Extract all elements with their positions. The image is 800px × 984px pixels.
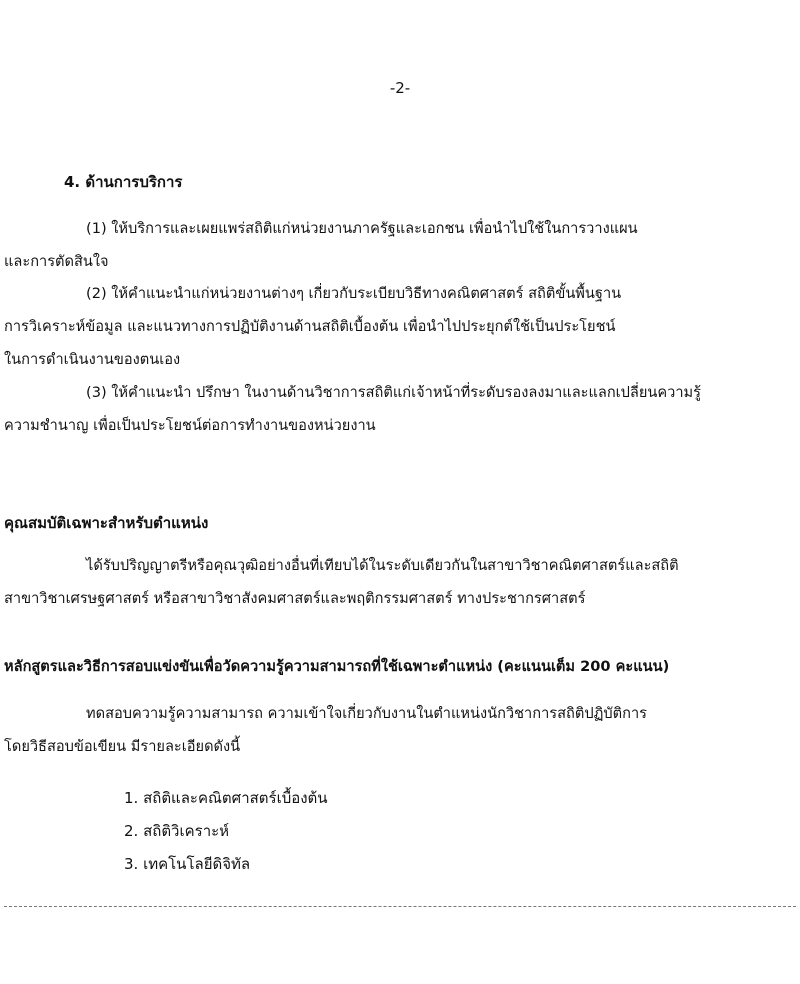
dashed-divider — [4, 906, 796, 907]
service-item-1 — [4, 212, 796, 278]
section-heading-qualifications: คุณสมบัติเฉพาะสำหรับตำแหน่ง — [4, 514, 209, 532]
section-heading-exam: หลักสูตรและวิธีการสอบแข่งขันเพื่อวัดความรู้ความสามารถที่ใช้เฉพาะตำแหน่ง (คะแนนเต็ม 200 คะแนน) — [4, 658, 670, 675]
service-item-2-line-3: ในการดำเนินงานของตนเอง — [4, 351, 181, 368]
service-item-1-line-1: (1) ให้บริการและเผยแพร่สถิติแก่หน่วยงานภาครัฐและเอกชน เพื่อนำไปใช้ในการวางแผน — [86, 220, 638, 237]
qualifications-line-2: สาขาวิชาเศรษฐศาสตร์ หรือสาขาวิชาสังคมศาสตร์และพฤติกรรมศาสตร์ ทางประชากรศาสตร์ — [4, 590, 586, 607]
exam-subject-2: 2. สถิติวิเคราะห์ — [124, 822, 230, 840]
exam-subject-1: 1. สถิติและคณิตศาสตร์เบื้องต้น — [124, 789, 328, 807]
service-item-3-line-2: ความชำนาญ เพื่อเป็นประโยชน์ต่อการทำงานของหน่วยงาน — [4, 417, 376, 434]
service-item-2 — [4, 277, 796, 376]
exam-subject-list — [124, 782, 328, 881]
qualifications-paragraph — [4, 549, 796, 615]
exam-line-2: โดยวิธีสอบข้อเขียน มีรายละเอียดดังนี้ — [4, 738, 241, 755]
page-number: -2- — [389, 79, 411, 97]
service-item-2-line-2: การวิเคราะห์ข้อมูล และแนวทางการปฏิบัติงานด้านสถิติเบื้องต้น เพื่อนำไปประยุกต์ใช้เป็นประโยชน์ — [4, 318, 616, 335]
service-item-2-line-1: (2) ให้คำแนะนำแก่หน่วยงานต่างๆ เกี่ยวกับระเบียบวิธีทางคณิตศาสตร์ สถิติขั้นพื้นฐาน — [86, 285, 622, 302]
service-item-1-line-2: และการตัดสินใจ — [4, 253, 109, 270]
exam-subject-3: 3. เทคโนโลยีดิจิทัล — [124, 855, 251, 873]
exam-line-1: ทดสอบความรู้ความสามารถ ความเข้าใจเกี่ยวกับงานในตำแหน่งนักวิชาการสถิติปฏิบัติการ — [86, 705, 647, 722]
qualifications-line-1: ได้รับปริญญาตรีหรือคุณวุฒิอย่างอื่นที่เทียบได้ในระดับเดียวกันในสาขาวิชาคณิตศาสตร์และสถิติ — [86, 557, 679, 574]
service-item-3 — [4, 376, 796, 442]
exam-paragraph — [4, 697, 796, 763]
service-item-3-line-1: (3) ให้คำแนะนำ ปรึกษา ในงานด้านวิชาการสถิติแก่เจ้าหน้าที่ระดับรองลงมาและแลกเปลี่ยนความรู้ — [86, 384, 701, 401]
section-heading-service: 4. ด้านการบริการ — [64, 173, 183, 191]
